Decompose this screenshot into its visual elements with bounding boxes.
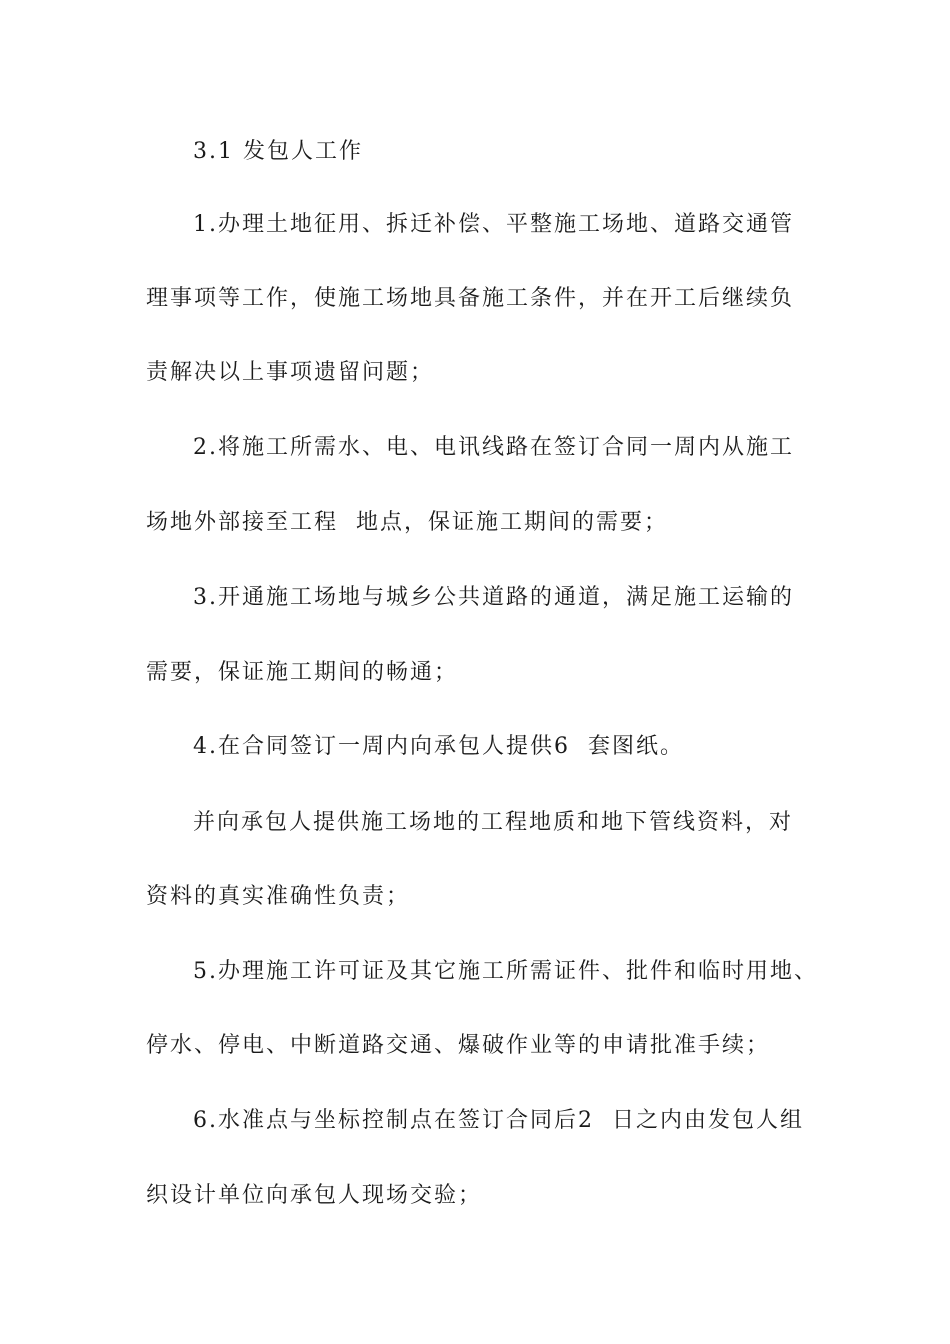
section-heading: 3.1 发包人工作 xyxy=(193,139,363,164)
paragraph-line: 理事项等工作，使施工场地具备施工条件，并在开工后继续负 xyxy=(146,286,795,311)
paragraph-line: 需要，保证施工期间的畅通； xyxy=(146,660,459,685)
paragraph-line: 6.水准点与坐标控制点在签订合同后2 日之内由发包人组 xyxy=(193,1108,804,1133)
paragraph-line: 1.办理土地征用、拆迁补偿、平整施工场地、道路交通管 xyxy=(193,212,794,237)
paragraph-line: 5.办理施工许可证及其它施工所需证件、批件和临时用地、 xyxy=(193,959,818,984)
paragraph-line: 场地外部接至工程 地点，保证施工期间的需要； xyxy=(146,510,668,535)
paragraph-line: 资料的真实准确性负责； xyxy=(146,884,411,909)
paragraph-line: 停水、停电、中断道路交通、爆破作业等的申请批准手续； xyxy=(146,1033,771,1058)
paragraph-line: 织设计单位向承包人现场交验； xyxy=(146,1183,483,1208)
paragraph-line: 4.在合同签订一周内向承包人提供6 套图纸。 xyxy=(193,734,684,759)
paragraph-line: 责解决以上事项遗留问题； xyxy=(146,360,435,385)
paragraph-line: 2.将施工所需水、电、电讯线路在签订合同一周内从施工 xyxy=(193,435,794,460)
paragraph-line: 并向承包人提供施工场地的工程地质和地下管线资料，对 xyxy=(193,810,794,835)
paragraph-line: 3.开通施工场地与城乡公共道路的通道，满足施工运输的 xyxy=(193,585,794,610)
